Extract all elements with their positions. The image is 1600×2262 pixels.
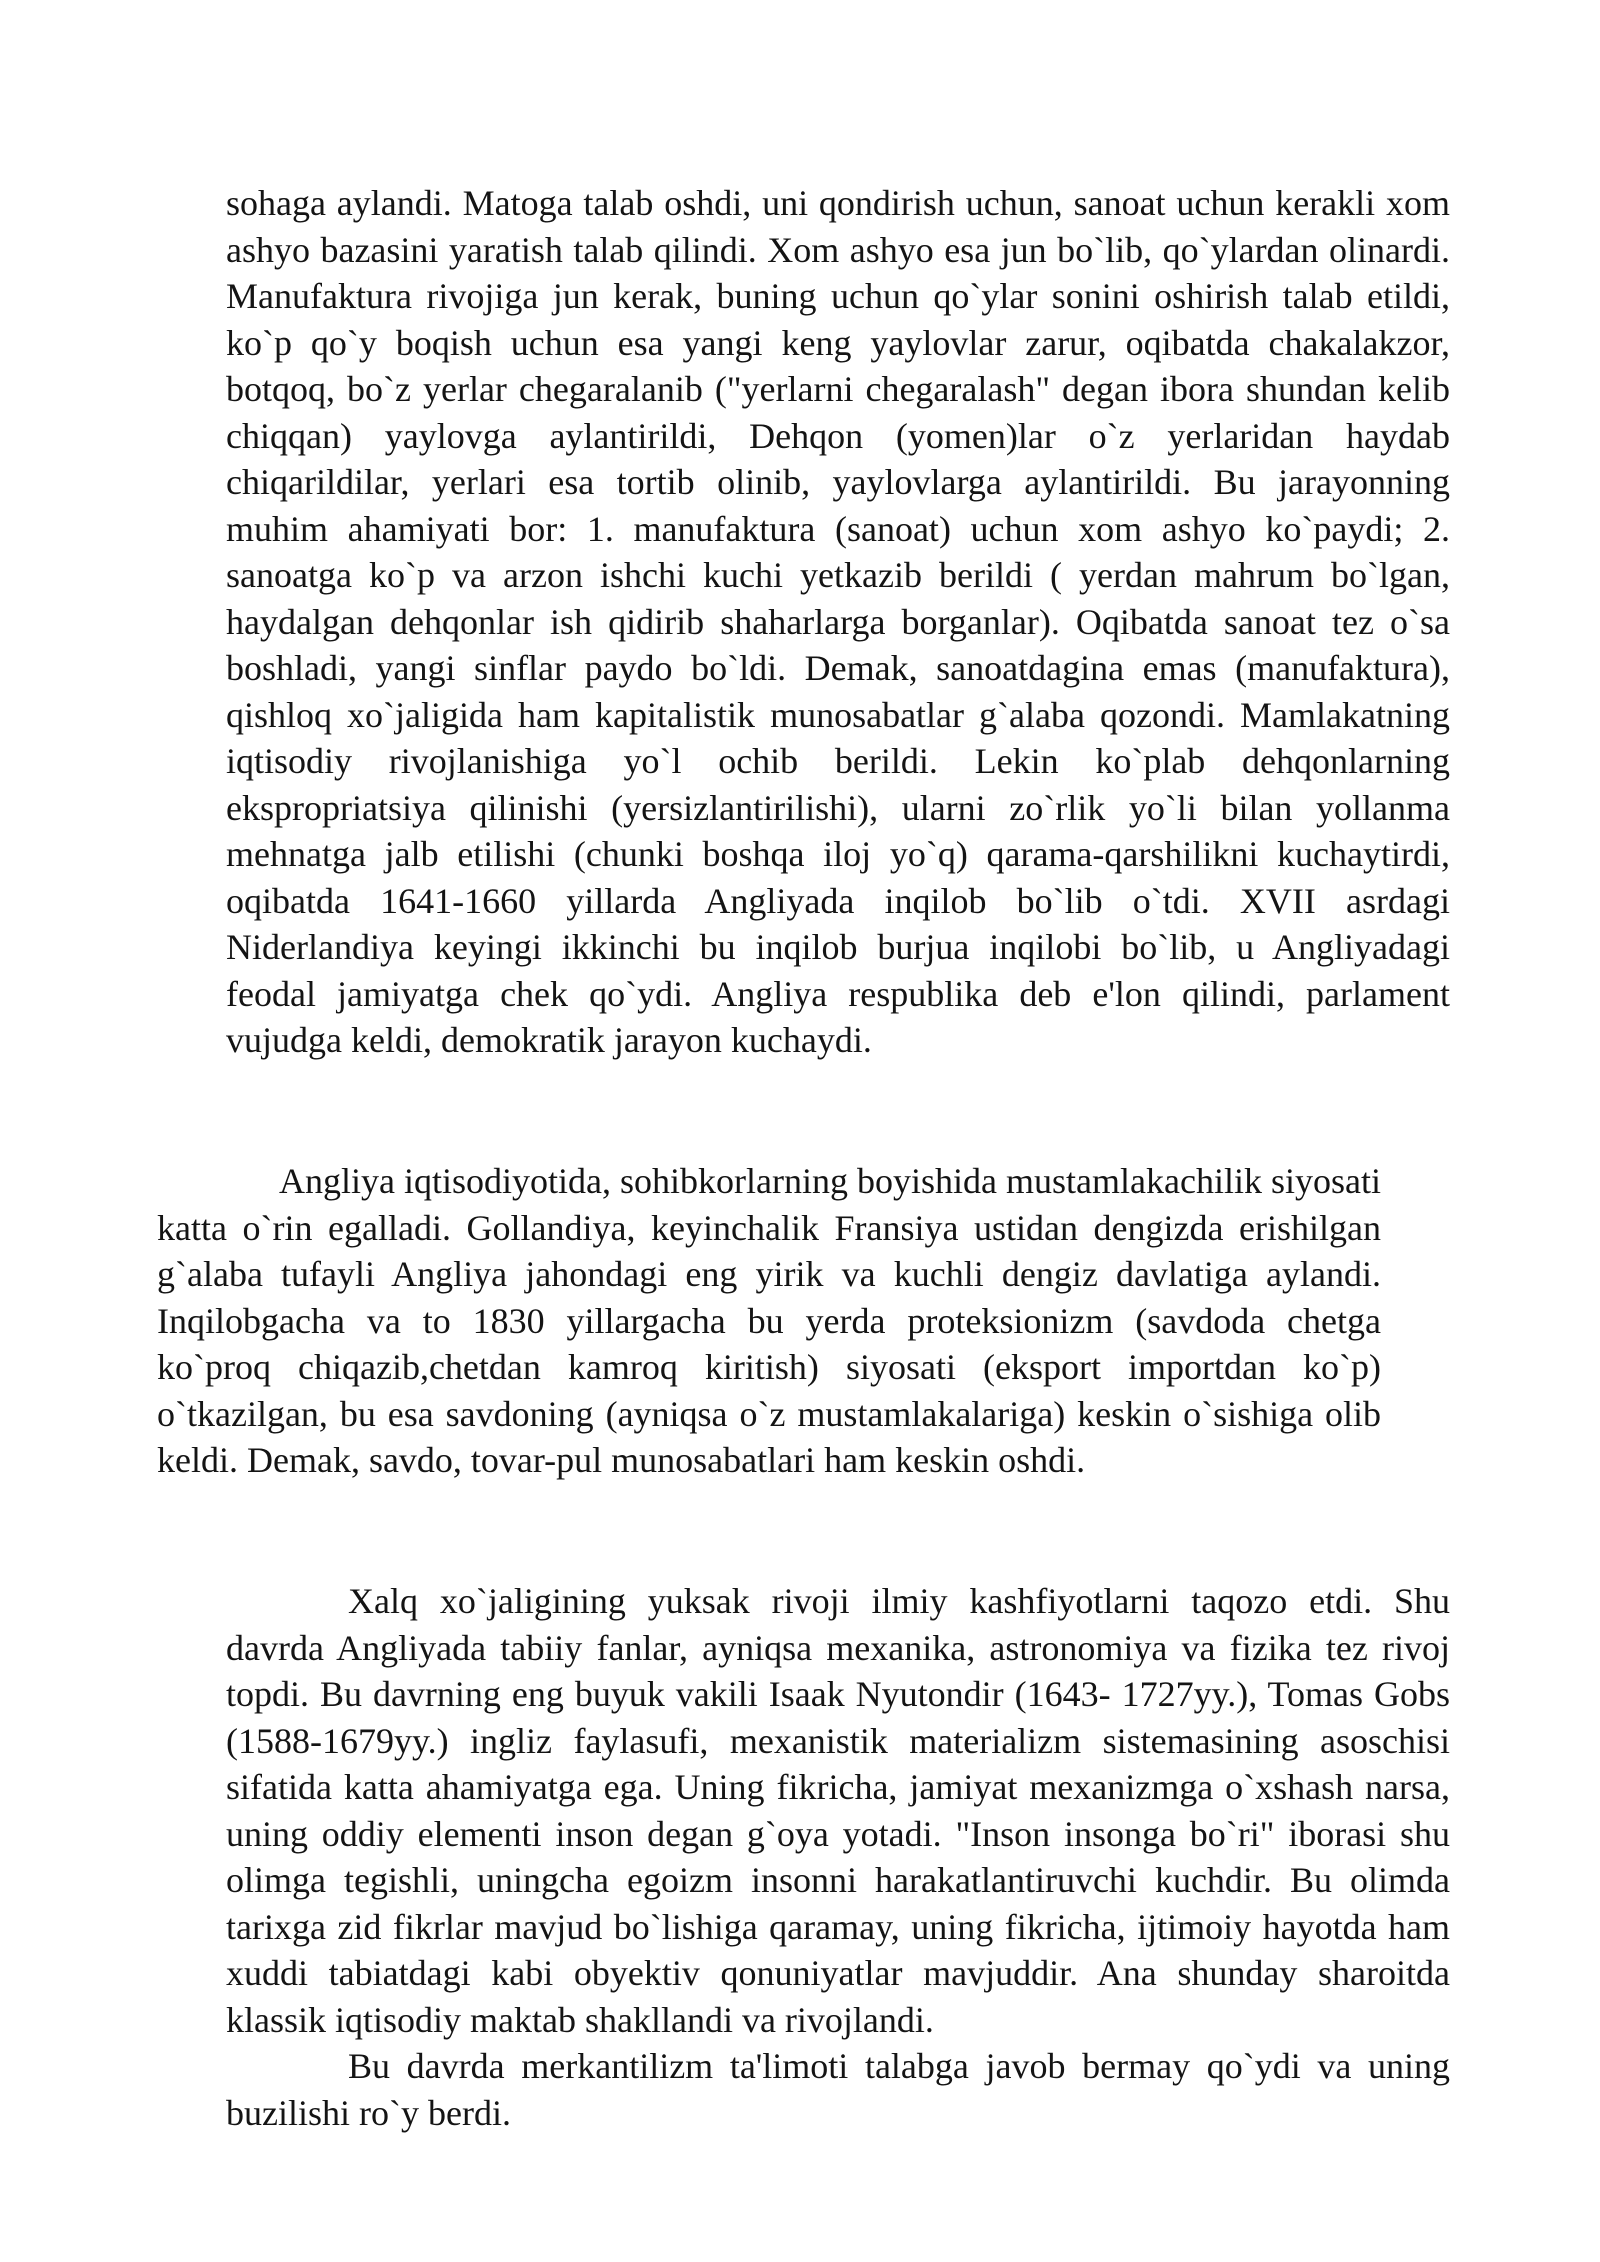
paragraph-colonial-policy: Angliya iqtisodiyotida, sohibkorlarning boyishida mustamlakachilik siyosati katta o`rin egalladi. Gollandiya, keyinchalik Fransiya ustidan dengizda erishilgan g`alaba tufayli Angliya jahondagi eng yirik va kuchli dengiz davlatiga aylandi. Inqilobgacha va to 1830 yillargacha bu yerda proteksionizm (savdoda chetga ko`proq chiqazib,chetdan kamroq kiritish) siyosati (eksport importdan ko`p) o`tkazilgan, bu esa savdoning (ayniqsa o`z mustamlakalariga) keskin o`sishiga olib keldi. Demak, savdo, tovar-pul munosabatlari ham keskin oshdi. <box>157 1161 1381 1480</box>
paragraph-mercantilism-decline: Bu davrda merkantilizm ta'limoti talabga javob bermay qo`ydi va uning buzilishi ro`y berdi. <box>226 2046 1450 2133</box>
paragraph-enclosure-consequences: sohaga aylandi. Matoga talab oshdi, uni qondirish uchun, sanoat uchun kerakli xom ashyo bazasini yaratish talab qilindi. Xom ashyo esa jun bo`lib, qo`ylardan olinardi. Manufaktura rivojiga jun kerak, buning uchun qo`ylar sonini oshirish talab etildi, ko`p qo`y boqish uchun esa yangi keng yaylovlar zarur, oqibatda chakalakzor, botqoq, bo`z yerlar chegaralanib ("yerlarni chegaralash" degan ibora shundan kelib chiqqan) yaylovga aylantirildi, Dehqon (yomen)lar o`z yerlaridan haydab chiqarildilar, yerlari esa tortib olinib, yaylovlarga aylantirildi. Bu jarayonning muhim ahamiyati bor: 1. manufaktura (sanoat) uchun xom ashyo ko`paydi; 2. sanoatga ko`p va arzon ishchi kuchi yetkazib berildi ( yerdan mahrum bo`lgan, haydalgan dehqonlar ish qidirib shaharlarga borganlar). Oqibatda sanoat tez o`sa boshladi, yangi sinflar paydo bo`ldi. Demak, sanoatdagina emas (manufaktura), qishloq xo`jaligida ham kapitalistik munosabatlar g`alaba qozondi. Mamlakatning iqtisodiy rivojlanishiga yo`l ochib berildi. Lekin ko`plab dehqonlarning ekspropriatsiya qilinishi (yersizlantirilishi), ularni zo`rlik yo`li bilan yollanma mehnatga jalb etilishi (chunki boshqa iloj yo`q) qarama-qarshilikni kuchaytirdi, oqibatda 1641-1660 yillarda Angliyada inqilob bo`lib o`tdi. XVII asrdagi Niderlandiya keyingi ikkinchi bu inqilob burjua inqilobi bo`lib, u Angliyadagi feodal jamiyatga chek qo`ydi. Angliya respublika deb e'lon qilindi, parlament vujudga keldi, demokratik jarayon kuchaydi. <box>226 183 1450 1060</box>
paragraph-scientific-discoveries: Xalq xo`jaligining yuksak rivoji ilmiy kashfiyotlarni taqozo etdi. Shu davrda Angliyada tabiiy fanlar, ayniqsa mexanika, astronomiya va fizika tez rivoj topdi. Bu davrning eng buyuk vakili Isaak Nyutondir (1643- 1727yy.), Tomas Gobs (1588-1679yy.) ingliz faylasufi, mexanistik materializm sistemasining asoschisi sifatida katta ahamiyatga ega. Uning fikricha, jamiyat mexanizmga o`xshash narsa, uning oddiy elementi inson degan g`oya yotadi. "Inson insonga bo`ri" iborasi shu olimga tegishli, uningcha egoizm insonni harakatlantiruvchi kuchdir. Bu olimda tarixga zid fikrlar mavjud bo`lishiga qaramay, uning fikricha, ijtimoiy hayotda ham xuddi tabiatdagi kabi obyektiv qonuniyatlar mavjuddir. Ana shunday sharoitda klassik iqtisodiy maktab shakllandi va rivojlandi. <box>226 1581 1450 2040</box>
